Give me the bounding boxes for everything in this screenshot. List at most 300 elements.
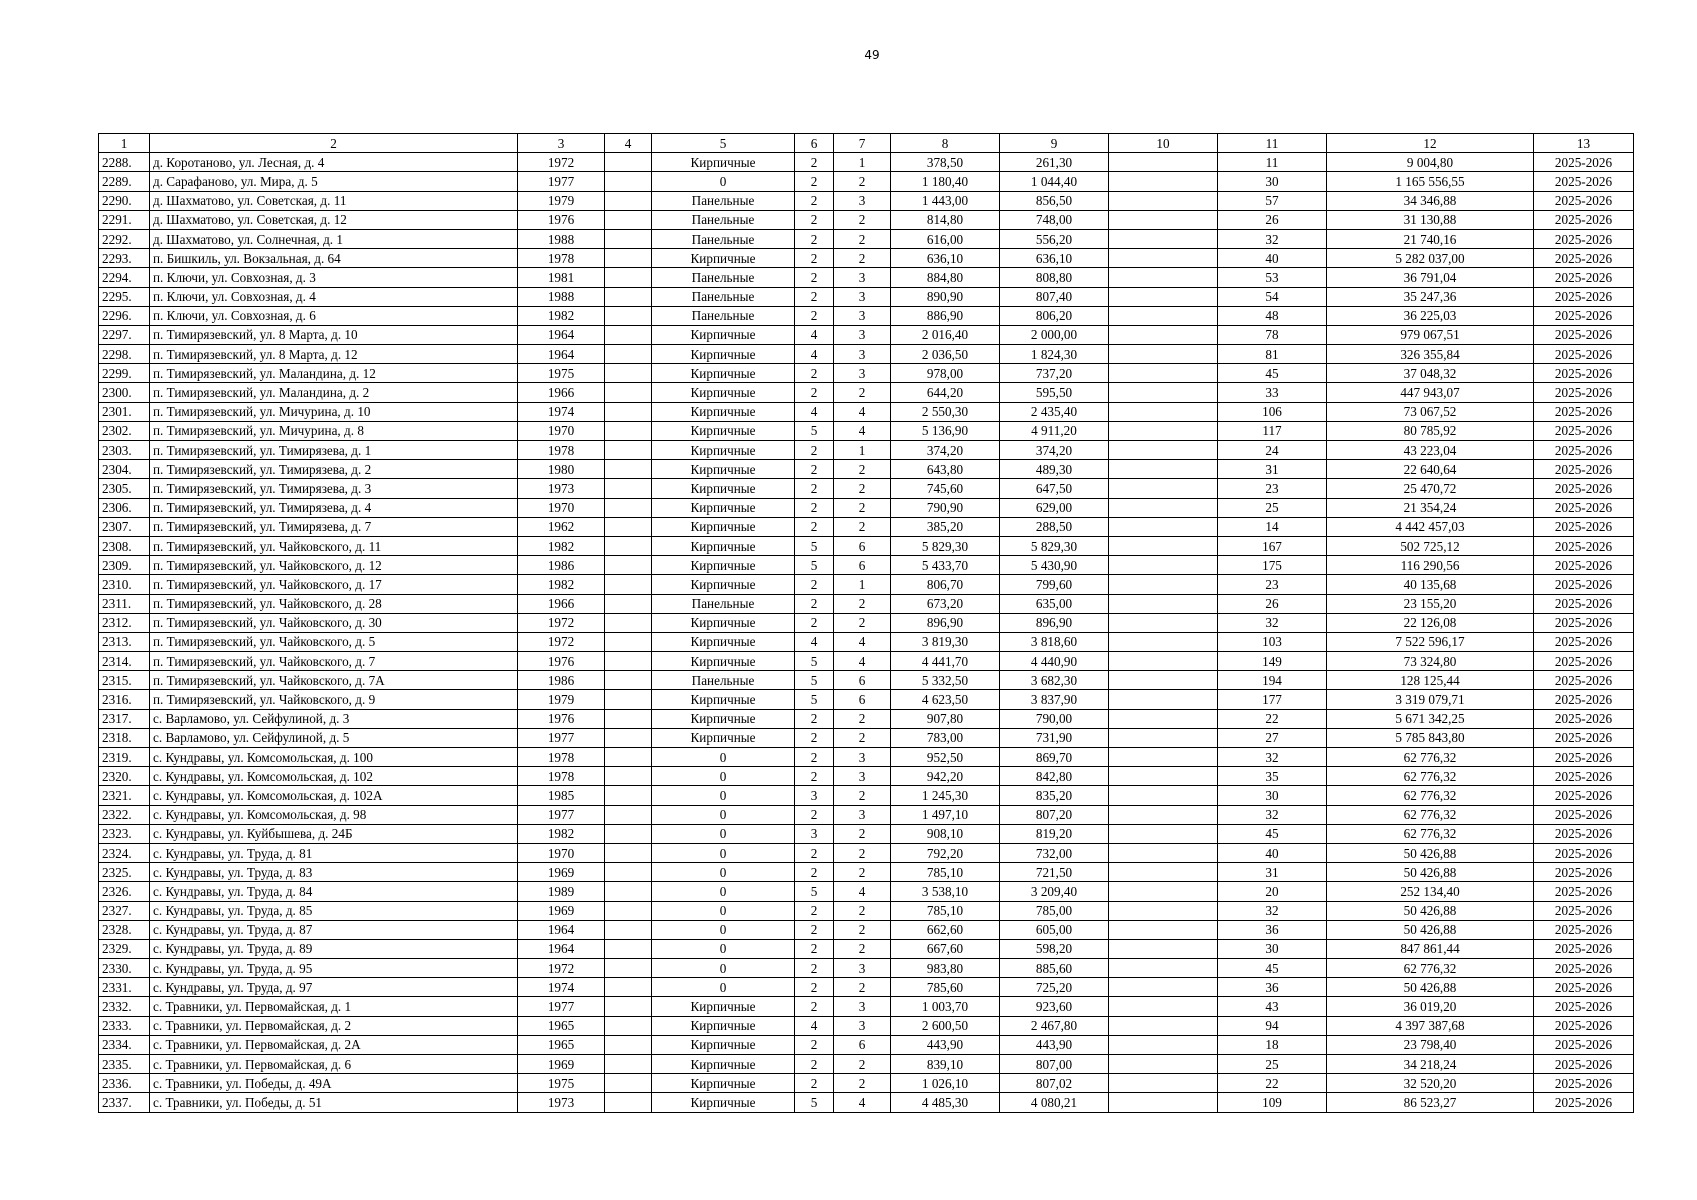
total-area-cell: 942,20 — [891, 767, 1000, 786]
row-number-cell: 2334. — [99, 1035, 150, 1054]
entrances-cell: 3 — [834, 364, 891, 383]
residents-cell: 109 — [1218, 1093, 1327, 1112]
wall-material-cell: Кирпичные — [652, 652, 795, 671]
cost-cell: 7 522 596,17 — [1327, 632, 1534, 651]
col4-cell — [605, 997, 652, 1016]
period-cell: 2025-2026 — [1534, 652, 1634, 671]
table-row — [99, 460, 1634, 479]
cost-cell: 50 426,88 — [1327, 920, 1534, 939]
col4-cell — [605, 939, 652, 958]
period-cell: 2025-2026 — [1534, 748, 1634, 767]
wall-material-cell: Кирпичные — [652, 402, 795, 421]
wall-material-cell: 0 — [652, 882, 795, 901]
cost-cell: 5 282 037,00 — [1327, 249, 1534, 268]
living-area-cell: 4 911,20 — [1000, 421, 1109, 440]
living-area-cell: 799,60 — [1000, 575, 1109, 594]
entrances-cell: 6 — [834, 671, 891, 690]
cost-cell: 50 426,88 — [1327, 978, 1534, 997]
cost-cell: 128 125,44 — [1327, 671, 1534, 690]
year-cell: 1972 — [518, 153, 605, 172]
entrances-cell: 3 — [834, 325, 891, 344]
address-cell: с. Травники, ул. Первомайская, д. 2 — [150, 1016, 518, 1035]
col4-cell — [605, 786, 652, 805]
year-cell: 1979 — [518, 191, 605, 210]
total-area-cell: 4 485,30 — [891, 1093, 1000, 1112]
col10-cell — [1109, 978, 1218, 997]
total-area-cell: 1 245,30 — [891, 786, 1000, 805]
wall-material-cell: 0 — [652, 978, 795, 997]
address-cell: п. Тимирязевский, ул. Мичурина, д. 10 — [150, 402, 518, 421]
living-area-cell: 489,30 — [1000, 460, 1109, 479]
living-area-cell: 443,90 — [1000, 1035, 1109, 1054]
year-cell: 1977 — [518, 997, 605, 1016]
floors-cell: 2 — [795, 460, 834, 479]
floors-cell: 2 — [795, 594, 834, 613]
living-area-cell: 1 044,40 — [1000, 172, 1109, 191]
living-area-cell: 4 080,21 — [1000, 1093, 1109, 1112]
col10-cell — [1109, 997, 1218, 1016]
col10-cell — [1109, 920, 1218, 939]
cost-cell: 62 776,32 — [1327, 824, 1534, 843]
period-cell: 2025-2026 — [1534, 441, 1634, 460]
entrances-cell: 3 — [834, 748, 891, 767]
cost-cell: 1 165 556,55 — [1327, 172, 1534, 191]
wall-material-cell: Кирпичные — [652, 1055, 795, 1074]
row-number-cell: 2316. — [99, 690, 150, 709]
total-area-cell: 785,10 — [891, 901, 1000, 920]
wall-material-cell: Кирпичные — [652, 517, 795, 536]
col4-cell — [605, 1055, 652, 1074]
entrances-cell: 4 — [834, 1093, 891, 1112]
residents-cell: 32 — [1218, 805, 1327, 824]
floors-cell: 2 — [795, 901, 834, 920]
total-area-cell: 783,00 — [891, 728, 1000, 747]
wall-material-cell: Панельные — [652, 287, 795, 306]
period-cell: 2025-2026 — [1534, 172, 1634, 191]
period-cell: 2025-2026 — [1534, 863, 1634, 882]
period-cell: 2025-2026 — [1534, 306, 1634, 325]
table-row — [99, 517, 1634, 536]
total-area-cell: 5 829,30 — [891, 536, 1000, 555]
table-row — [99, 594, 1634, 613]
residents-cell: 81 — [1218, 345, 1327, 364]
row-number-cell: 2333. — [99, 1016, 150, 1035]
total-area-cell: 636,10 — [891, 249, 1000, 268]
total-area-cell: 745,60 — [891, 479, 1000, 498]
col4-cell — [605, 153, 652, 172]
cost-cell: 25 470,72 — [1327, 479, 1534, 498]
col10-cell — [1109, 153, 1218, 172]
col4-cell — [605, 536, 652, 555]
residents-cell: 94 — [1218, 1016, 1327, 1035]
entrances-cell: 2 — [834, 843, 891, 862]
floors-cell: 2 — [795, 268, 834, 287]
table-row — [99, 536, 1634, 555]
cost-cell: 31 130,88 — [1327, 210, 1534, 229]
wall-material-cell: Панельные — [652, 229, 795, 248]
col10-cell — [1109, 287, 1218, 306]
row-number-cell: 2291. — [99, 210, 150, 229]
address-cell: с. Кундравы, ул. Труда, д. 81 — [150, 843, 518, 862]
cost-cell: 252 134,40 — [1327, 882, 1534, 901]
year-cell: 1978 — [518, 748, 605, 767]
living-area-cell: 806,20 — [1000, 306, 1109, 325]
col10-cell — [1109, 306, 1218, 325]
total-area-cell: 1 180,40 — [891, 172, 1000, 191]
year-cell: 1986 — [518, 556, 605, 575]
floors-cell: 4 — [795, 1016, 834, 1035]
col4-cell — [605, 1074, 652, 1093]
col4-cell — [605, 364, 652, 383]
col10-cell — [1109, 748, 1218, 767]
row-number-cell: 2305. — [99, 479, 150, 498]
total-area-cell: 5 332,50 — [891, 671, 1000, 690]
row-number-cell: 2319. — [99, 748, 150, 767]
entrances-cell: 4 — [834, 421, 891, 440]
address-cell: д. Шахматово, ул. Советская, д. 11 — [150, 191, 518, 210]
year-cell: 1982 — [518, 824, 605, 843]
total-area-cell: 806,70 — [891, 575, 1000, 594]
col10-cell — [1109, 652, 1218, 671]
wall-material-cell: Панельные — [652, 306, 795, 325]
table-body — [99, 153, 1634, 1112]
entrances-cell: 1 — [834, 153, 891, 172]
wall-material-cell: Кирпичные — [652, 709, 795, 728]
wall-material-cell: Кирпичные — [652, 345, 795, 364]
col10-cell — [1109, 441, 1218, 460]
period-cell: 2025-2026 — [1534, 613, 1634, 632]
floors-cell: 2 — [795, 364, 834, 383]
row-number-cell: 2328. — [99, 920, 150, 939]
column-header: 11 — [1218, 134, 1327, 153]
period-cell: 2025-2026 — [1534, 901, 1634, 920]
table-row — [99, 364, 1634, 383]
col4-cell — [605, 824, 652, 843]
year-cell: 1989 — [518, 882, 605, 901]
col4-cell — [605, 556, 652, 575]
period-cell: 2025-2026 — [1534, 153, 1634, 172]
wall-material-cell: 0 — [652, 863, 795, 882]
period-cell: 2025-2026 — [1534, 594, 1634, 613]
col10-cell — [1109, 690, 1218, 709]
living-area-cell: 3 837,90 — [1000, 690, 1109, 709]
cost-cell: 50 426,88 — [1327, 863, 1534, 882]
col4-cell — [605, 805, 652, 824]
col10-cell — [1109, 575, 1218, 594]
entrances-cell: 6 — [834, 536, 891, 555]
row-number-cell: 2293. — [99, 249, 150, 268]
col4-cell — [605, 172, 652, 191]
wall-material-cell: Кирпичные — [652, 728, 795, 747]
floors-cell: 5 — [795, 1093, 834, 1112]
address-cell: с. Кундравы, ул. Труда, д. 84 — [150, 882, 518, 901]
residents-cell: 194 — [1218, 671, 1327, 690]
year-cell: 1972 — [518, 632, 605, 651]
entrances-cell: 2 — [834, 939, 891, 958]
period-cell: 2025-2026 — [1534, 479, 1634, 498]
year-cell: 1988 — [518, 229, 605, 248]
total-area-cell: 443,90 — [891, 1035, 1000, 1054]
residents-cell: 32 — [1218, 613, 1327, 632]
entrances-cell: 2 — [834, 1074, 891, 1093]
col10-cell — [1109, 863, 1218, 882]
residents-cell: 18 — [1218, 1035, 1327, 1054]
address-cell: п. Тимирязевский, ул. Чайковского, д. 17 — [150, 575, 518, 594]
period-cell: 2025-2026 — [1534, 843, 1634, 862]
row-number-cell: 2288. — [99, 153, 150, 172]
table-row — [99, 863, 1634, 882]
row-number-cell: 2312. — [99, 613, 150, 632]
row-number-cell: 2324. — [99, 843, 150, 862]
period-cell: 2025-2026 — [1534, 325, 1634, 344]
address-cell: п. Ключи, ул. Совхозная, д. 6 — [150, 306, 518, 325]
table-row — [99, 690, 1634, 709]
year-cell: 1978 — [518, 441, 605, 460]
row-number-cell: 2332. — [99, 997, 150, 1016]
cost-cell: 21 740,16 — [1327, 229, 1534, 248]
table-row — [99, 575, 1634, 594]
cost-cell: 73 324,80 — [1327, 652, 1534, 671]
year-cell: 1964 — [518, 920, 605, 939]
col4-cell — [605, 479, 652, 498]
living-area-cell: 2 467,80 — [1000, 1016, 1109, 1035]
total-area-cell: 385,20 — [891, 517, 1000, 536]
table-row — [99, 191, 1634, 210]
column-header: 6 — [795, 134, 834, 153]
total-area-cell: 2 600,50 — [891, 1016, 1000, 1035]
wall-material-cell: 0 — [652, 824, 795, 843]
cost-cell: 62 776,32 — [1327, 786, 1534, 805]
col4-cell — [605, 901, 652, 920]
period-cell: 2025-2026 — [1534, 939, 1634, 958]
address-cell: д. Коротаново, ул. Лесная, д. 4 — [150, 153, 518, 172]
total-area-cell: 4 441,70 — [891, 652, 1000, 671]
floors-cell: 2 — [795, 997, 834, 1016]
total-area-cell: 884,80 — [891, 268, 1000, 287]
residents-cell: 177 — [1218, 690, 1327, 709]
year-cell: 1976 — [518, 652, 605, 671]
living-area-cell: 629,00 — [1000, 498, 1109, 517]
floors-cell: 2 — [795, 306, 834, 325]
year-cell: 1979 — [518, 690, 605, 709]
header-row — [99, 134, 1634, 153]
table-row — [99, 748, 1634, 767]
year-cell: 1985 — [518, 786, 605, 805]
table-row — [99, 268, 1634, 287]
table-header — [99, 134, 1634, 153]
col10-cell — [1109, 383, 1218, 402]
entrances-cell: 3 — [834, 997, 891, 1016]
total-area-cell: 785,60 — [891, 978, 1000, 997]
wall-material-cell: Кирпичные — [652, 441, 795, 460]
residents-cell: 20 — [1218, 882, 1327, 901]
year-cell: 1982 — [518, 536, 605, 555]
floors-cell: 2 — [795, 978, 834, 997]
living-area-cell: 807,00 — [1000, 1055, 1109, 1074]
column-header: 1 — [99, 134, 150, 153]
col10-cell — [1109, 728, 1218, 747]
living-area-cell: 605,00 — [1000, 920, 1109, 939]
residents-cell: 27 — [1218, 728, 1327, 747]
year-cell: 1978 — [518, 249, 605, 268]
living-area-cell: 288,50 — [1000, 517, 1109, 536]
living-area-cell: 856,50 — [1000, 191, 1109, 210]
entrances-cell: 2 — [834, 901, 891, 920]
cost-cell: 4 397 387,68 — [1327, 1016, 1534, 1035]
residents-cell: 32 — [1218, 748, 1327, 767]
cost-cell: 9 004,80 — [1327, 153, 1534, 172]
living-area-cell: 785,00 — [1000, 901, 1109, 920]
cost-cell: 37 048,32 — [1327, 364, 1534, 383]
address-cell: с. Кундравы, ул. Куйбышева, д. 24Б — [150, 824, 518, 843]
living-area-cell: 2 435,40 — [1000, 402, 1109, 421]
wall-material-cell: Кирпичные — [652, 632, 795, 651]
col10-cell — [1109, 498, 1218, 517]
column-header: 4 — [605, 134, 652, 153]
row-number-cell: 2309. — [99, 556, 150, 575]
wall-material-cell: Панельные — [652, 210, 795, 229]
residents-cell: 23 — [1218, 575, 1327, 594]
cost-cell: 116 290,56 — [1327, 556, 1534, 575]
address-cell: п. Бишкиль, ул. Вокзальная, д. 64 — [150, 249, 518, 268]
year-cell: 1969 — [518, 863, 605, 882]
col10-cell — [1109, 1016, 1218, 1035]
address-cell: п. Тимирязевский, ул. Тимирязева, д. 2 — [150, 460, 518, 479]
address-cell: с. Кундравы, ул. Труда, д. 87 — [150, 920, 518, 939]
address-cell: п. Тимирязевский, ул. Маландина, д. 2 — [150, 383, 518, 402]
row-number-cell: 2322. — [99, 805, 150, 824]
period-cell: 2025-2026 — [1534, 978, 1634, 997]
floors-cell: 3 — [795, 786, 834, 805]
entrances-cell: 2 — [834, 460, 891, 479]
floors-cell: 2 — [795, 1055, 834, 1074]
table-row — [99, 345, 1634, 364]
period-cell: 2025-2026 — [1534, 786, 1634, 805]
year-cell: 1976 — [518, 709, 605, 728]
floors-cell: 2 — [795, 441, 834, 460]
year-cell: 1974 — [518, 402, 605, 421]
row-number-cell: 2302. — [99, 421, 150, 440]
col4-cell — [605, 268, 652, 287]
col4-cell — [605, 1093, 652, 1112]
wall-material-cell: Кирпичные — [652, 460, 795, 479]
table-row — [99, 249, 1634, 268]
address-cell: с. Травники, ул. Первомайская, д. 6 — [150, 1055, 518, 1074]
total-area-cell: 792,20 — [891, 843, 1000, 862]
entrances-cell: 2 — [834, 229, 891, 248]
living-area-cell: 885,60 — [1000, 959, 1109, 978]
total-area-cell: 1 443,00 — [891, 191, 1000, 210]
entrances-cell: 2 — [834, 824, 891, 843]
cost-cell: 326 355,84 — [1327, 345, 1534, 364]
total-area-cell: 3 819,30 — [891, 632, 1000, 651]
address-cell: с. Кундравы, ул. Труда, д. 95 — [150, 959, 518, 978]
col10-cell — [1109, 632, 1218, 651]
col4-cell — [605, 191, 652, 210]
floors-cell: 2 — [795, 959, 834, 978]
entrances-cell: 2 — [834, 210, 891, 229]
row-number-cell: 2295. — [99, 287, 150, 306]
table-row — [99, 153, 1634, 172]
living-area-cell: 647,50 — [1000, 479, 1109, 498]
floors-cell: 2 — [795, 805, 834, 824]
row-number-cell: 2325. — [99, 863, 150, 882]
residents-cell: 48 — [1218, 306, 1327, 325]
year-cell: 1975 — [518, 364, 605, 383]
address-cell: п. Тимирязевский, ул. Чайковского, д. 30 — [150, 613, 518, 632]
year-cell: 1970 — [518, 843, 605, 862]
column-header: 7 — [834, 134, 891, 153]
living-area-cell: 636,10 — [1000, 249, 1109, 268]
period-cell: 2025-2026 — [1534, 1093, 1634, 1112]
entrances-cell: 3 — [834, 345, 891, 364]
total-area-cell: 2 036,50 — [891, 345, 1000, 364]
col4-cell — [605, 229, 652, 248]
col10-cell — [1109, 479, 1218, 498]
col10-cell — [1109, 824, 1218, 843]
living-area-cell: 807,02 — [1000, 1074, 1109, 1093]
total-area-cell: 890,90 — [891, 287, 1000, 306]
cost-cell: 32 520,20 — [1327, 1074, 1534, 1093]
col10-cell — [1109, 1035, 1218, 1054]
row-number-cell: 2310. — [99, 575, 150, 594]
row-number-cell: 2327. — [99, 901, 150, 920]
table-row — [99, 210, 1634, 229]
col10-cell — [1109, 556, 1218, 575]
floors-cell: 2 — [795, 709, 834, 728]
year-cell: 1962 — [518, 517, 605, 536]
period-cell: 2025-2026 — [1534, 882, 1634, 901]
column-header: 3 — [518, 134, 605, 153]
row-number-cell: 2315. — [99, 671, 150, 690]
table-row — [99, 767, 1634, 786]
cost-cell: 86 523,27 — [1327, 1093, 1534, 1112]
col4-cell — [605, 728, 652, 747]
row-number-cell: 2298. — [99, 345, 150, 364]
col4-cell — [605, 652, 652, 671]
address-cell: с. Травники, ул. Первомайская, д. 2А — [150, 1035, 518, 1054]
entrances-cell: 2 — [834, 786, 891, 805]
wall-material-cell: Кирпичные — [652, 421, 795, 440]
col4-cell — [605, 863, 652, 882]
living-area-cell: 807,40 — [1000, 287, 1109, 306]
cost-cell: 502 725,12 — [1327, 536, 1534, 555]
wall-material-cell: Кирпичные — [652, 479, 795, 498]
row-number-cell: 2335. — [99, 1055, 150, 1074]
living-area-cell: 725,20 — [1000, 978, 1109, 997]
row-number-cell: 2326. — [99, 882, 150, 901]
residents-cell: 25 — [1218, 1055, 1327, 1074]
residents-cell: 54 — [1218, 287, 1327, 306]
residents-cell: 117 — [1218, 421, 1327, 440]
residents-cell: 40 — [1218, 843, 1327, 862]
residents-cell: 78 — [1218, 325, 1327, 344]
year-cell: 1982 — [518, 306, 605, 325]
floors-cell: 4 — [795, 632, 834, 651]
floors-cell: 2 — [795, 843, 834, 862]
year-cell: 1977 — [518, 728, 605, 747]
residents-cell: 36 — [1218, 978, 1327, 997]
cost-cell: 34 346,88 — [1327, 191, 1534, 210]
address-cell: с. Кундравы, ул. Комсомольская, д. 102 — [150, 767, 518, 786]
floors-cell: 2 — [795, 575, 834, 594]
row-number-cell: 2336. — [99, 1074, 150, 1093]
address-cell: п. Ключи, ул. Совхозная, д. 3 — [150, 268, 518, 287]
page-number: 49 — [864, 48, 880, 62]
row-number-cell: 2304. — [99, 460, 150, 479]
row-number-cell: 2329. — [99, 939, 150, 958]
wall-material-cell: Панельные — [652, 671, 795, 690]
